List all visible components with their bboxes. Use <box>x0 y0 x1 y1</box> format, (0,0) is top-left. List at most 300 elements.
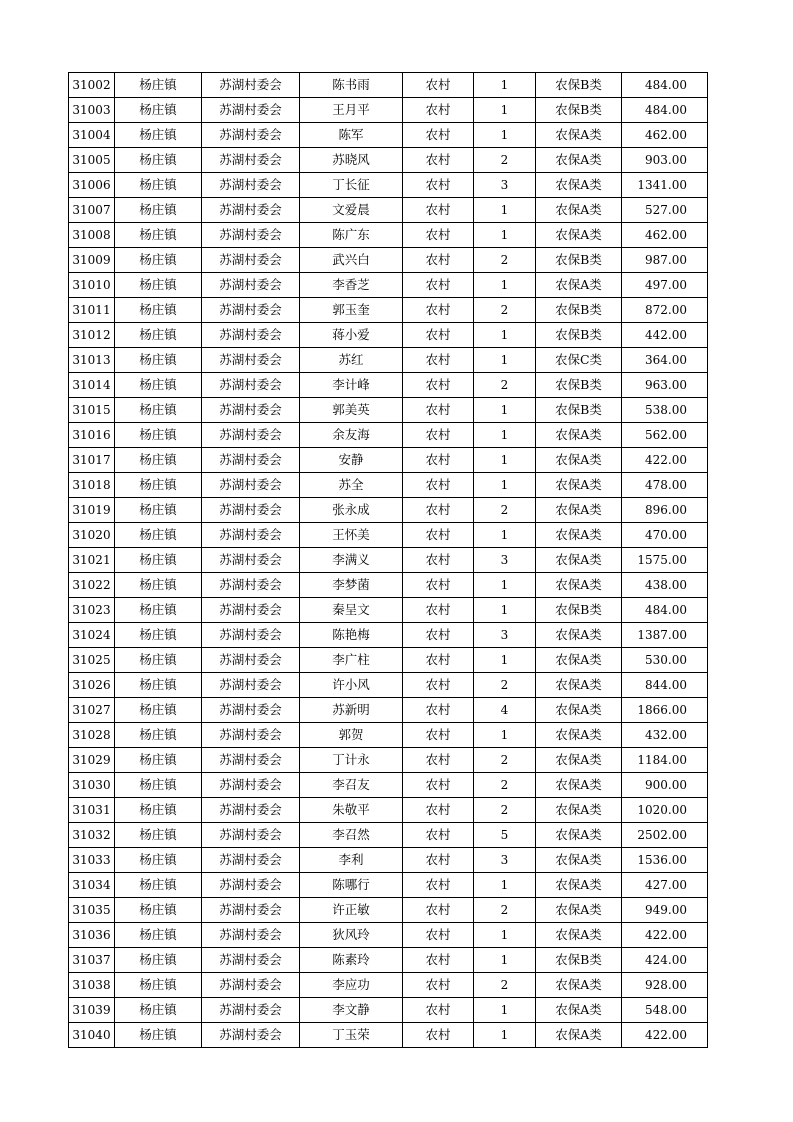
cell-count: 1 <box>474 448 536 473</box>
cell-name: 李利 <box>300 848 403 873</box>
cell-name: 丁长征 <box>300 173 403 198</box>
cell-village: 苏湖村委会 <box>202 448 300 473</box>
cell-count: 1 <box>474 598 536 623</box>
cell-category: 农保A类 <box>536 748 622 773</box>
cell-name: 安静 <box>300 448 403 473</box>
cell-name: 文爱晨 <box>300 198 403 223</box>
cell-amount: 462.00 <box>622 123 708 148</box>
cell-village: 苏湖村委会 <box>202 373 300 398</box>
cell-category: 农保A类 <box>536 773 622 798</box>
cell-village: 苏湖村委会 <box>202 723 300 748</box>
cell-village: 苏湖村委会 <box>202 598 300 623</box>
cell-id: 31016 <box>69 423 115 448</box>
cell-amount: 484.00 <box>622 98 708 123</box>
cell-count: 1 <box>474 323 536 348</box>
cell-type: 农村 <box>403 473 474 498</box>
table-row <box>69 848 708 873</box>
cell-count: 1 <box>474 923 536 948</box>
table-row <box>69 373 708 398</box>
cell-town: 杨庄镇 <box>115 73 202 98</box>
cell-type: 农村 <box>403 148 474 173</box>
cell-type: 农村 <box>403 348 474 373</box>
cell-type: 农村 <box>403 573 474 598</box>
cell-amount: 530.00 <box>622 648 708 673</box>
cell-amount: 364.00 <box>622 348 708 373</box>
cell-village: 苏湖村委会 <box>202 773 300 798</box>
cell-count: 1 <box>474 523 536 548</box>
cell-village: 苏湖村委会 <box>202 273 300 298</box>
cell-village: 苏湖村委会 <box>202 973 300 998</box>
table-row <box>69 73 708 98</box>
cell-type: 农村 <box>403 898 474 923</box>
cell-village: 苏湖村委会 <box>202 248 300 273</box>
cell-name: 苏全 <box>300 473 403 498</box>
cell-id: 31013 <box>69 348 115 373</box>
cell-id: 31024 <box>69 623 115 648</box>
cell-id: 31021 <box>69 548 115 573</box>
cell-category: 农保A类 <box>536 723 622 748</box>
cell-id: 31009 <box>69 248 115 273</box>
cell-id: 31027 <box>69 698 115 723</box>
cell-type: 农村 <box>403 98 474 123</box>
cell-count: 1 <box>474 998 536 1023</box>
cell-type: 农村 <box>403 623 474 648</box>
cell-town: 杨庄镇 <box>115 998 202 1023</box>
cell-amount: 987.00 <box>622 248 708 273</box>
cell-count: 1 <box>474 273 536 298</box>
cell-type: 农村 <box>403 423 474 448</box>
cell-category: 农保A类 <box>536 1023 622 1048</box>
cell-category: 农保A类 <box>536 473 622 498</box>
cell-type: 农村 <box>403 323 474 348</box>
table-row <box>69 898 708 923</box>
cell-name: 余友海 <box>300 423 403 448</box>
cell-town: 杨庄镇 <box>115 548 202 573</box>
table-row <box>69 273 708 298</box>
cell-town: 杨庄镇 <box>115 573 202 598</box>
cell-amount: 1184.00 <box>622 748 708 773</box>
cell-town: 杨庄镇 <box>115 398 202 423</box>
cell-village: 苏湖村委会 <box>202 573 300 598</box>
cell-village: 苏湖村委会 <box>202 98 300 123</box>
cell-type: 农村 <box>403 248 474 273</box>
cell-count: 2 <box>474 898 536 923</box>
cell-amount: 538.00 <box>622 398 708 423</box>
cell-id: 31010 <box>69 273 115 298</box>
cell-type: 农村 <box>403 198 474 223</box>
cell-id: 31025 <box>69 648 115 673</box>
cell-town: 杨庄镇 <box>115 98 202 123</box>
cell-id: 31035 <box>69 898 115 923</box>
cell-name: 李召友 <box>300 773 403 798</box>
cell-village: 苏湖村委会 <box>202 848 300 873</box>
cell-type: 农村 <box>403 173 474 198</box>
cell-id: 31015 <box>69 398 115 423</box>
cell-id: 31003 <box>69 98 115 123</box>
cell-town: 杨庄镇 <box>115 673 202 698</box>
cell-type: 农村 <box>403 773 474 798</box>
cell-count: 2 <box>474 298 536 323</box>
cell-town: 杨庄镇 <box>115 873 202 898</box>
cell-category: 农保A类 <box>536 923 622 948</box>
cell-category: 农保B类 <box>536 248 622 273</box>
cell-type: 农村 <box>403 273 474 298</box>
cell-amount: 1387.00 <box>622 623 708 648</box>
cell-id: 31022 <box>69 573 115 598</box>
cell-count: 1 <box>474 348 536 373</box>
cell-id: 31011 <box>69 298 115 323</box>
cell-village: 苏湖村委会 <box>202 223 300 248</box>
table-row <box>69 723 708 748</box>
cell-town: 杨庄镇 <box>115 248 202 273</box>
cell-name: 朱敬平 <box>300 798 403 823</box>
cell-id: 31030 <box>69 773 115 798</box>
cell-name: 秦呈文 <box>300 598 403 623</box>
table-body <box>69 73 708 1048</box>
table-row <box>69 98 708 123</box>
cell-amount: 478.00 <box>622 473 708 498</box>
cell-town: 杨庄镇 <box>115 523 202 548</box>
table-row <box>69 773 708 798</box>
cell-amount: 1575.00 <box>622 548 708 573</box>
cell-category: 农保B类 <box>536 98 622 123</box>
cell-town: 杨庄镇 <box>115 348 202 373</box>
cell-id: 31036 <box>69 923 115 948</box>
table-row <box>69 498 708 523</box>
cell-type: 农村 <box>403 448 474 473</box>
cell-name: 李应功 <box>300 973 403 998</box>
cell-village: 苏湖村委会 <box>202 823 300 848</box>
cell-name: 李计峰 <box>300 373 403 398</box>
table-row <box>69 448 708 473</box>
cell-town: 杨庄镇 <box>115 198 202 223</box>
cell-type: 农村 <box>403 973 474 998</box>
table-row <box>69 923 708 948</box>
cell-category: 农保A类 <box>536 698 622 723</box>
cell-count: 1 <box>474 73 536 98</box>
cell-town: 杨庄镇 <box>115 798 202 823</box>
cell-type: 农村 <box>403 723 474 748</box>
cell-id: 31002 <box>69 73 115 98</box>
cell-amount: 963.00 <box>622 373 708 398</box>
cell-type: 农村 <box>403 648 474 673</box>
cell-category: 农保A类 <box>536 998 622 1023</box>
table-row <box>69 523 708 548</box>
cell-count: 2 <box>474 798 536 823</box>
cell-amount: 949.00 <box>622 898 708 923</box>
cell-name: 蒋小爱 <box>300 323 403 348</box>
cell-town: 杨庄镇 <box>115 773 202 798</box>
cell-type: 农村 <box>403 223 474 248</box>
cell-type: 农村 <box>403 598 474 623</box>
table-row <box>69 223 708 248</box>
cell-id: 31038 <box>69 973 115 998</box>
cell-name: 许小风 <box>300 673 403 698</box>
cell-town: 杨庄镇 <box>115 923 202 948</box>
cell-name: 王月平 <box>300 98 403 123</box>
cell-name: 陈哪行 <box>300 873 403 898</box>
table-row <box>69 548 708 573</box>
table-row <box>69 348 708 373</box>
cell-category: 农保A类 <box>536 223 622 248</box>
cell-count: 1 <box>474 198 536 223</box>
cell-category: 农保A类 <box>536 673 622 698</box>
cell-count: 2 <box>474 373 536 398</box>
cell-name: 李文静 <box>300 998 403 1023</box>
cell-name: 王怀美 <box>300 523 403 548</box>
cell-count: 1 <box>474 423 536 448</box>
cell-count: 1 <box>474 223 536 248</box>
cell-category: 农保A类 <box>536 823 622 848</box>
cell-village: 苏湖村委会 <box>202 398 300 423</box>
cell-name: 李召然 <box>300 823 403 848</box>
cell-village: 苏湖村委会 <box>202 548 300 573</box>
cell-type: 农村 <box>403 748 474 773</box>
cell-town: 杨庄镇 <box>115 648 202 673</box>
cell-village: 苏湖村委会 <box>202 648 300 673</box>
cell-count: 1 <box>474 473 536 498</box>
cell-id: 31014 <box>69 373 115 398</box>
cell-amount: 896.00 <box>622 498 708 523</box>
cell-count: 2 <box>474 148 536 173</box>
cell-category: 农保B类 <box>536 323 622 348</box>
table-row <box>69 173 708 198</box>
cell-type: 农村 <box>403 698 474 723</box>
cell-town: 杨庄镇 <box>115 723 202 748</box>
cell-village: 苏湖村委会 <box>202 348 300 373</box>
cell-type: 农村 <box>403 848 474 873</box>
cell-category: 农保B类 <box>536 73 622 98</box>
cell-village: 苏湖村委会 <box>202 1023 300 1048</box>
cell-amount: 548.00 <box>622 998 708 1023</box>
cell-name: 郭贺 <box>300 723 403 748</box>
table-row <box>69 948 708 973</box>
cell-name: 丁计永 <box>300 748 403 773</box>
cell-name: 陈书雨 <box>300 73 403 98</box>
cell-id: 31037 <box>69 948 115 973</box>
cell-name: 郭美英 <box>300 398 403 423</box>
cell-count: 1 <box>474 573 536 598</box>
cell-count: 2 <box>474 248 536 273</box>
cell-village: 苏湖村委会 <box>202 123 300 148</box>
cell-id: 31034 <box>69 873 115 898</box>
cell-id: 31017 <box>69 448 115 473</box>
cell-amount: 1536.00 <box>622 848 708 873</box>
cell-village: 苏湖村委会 <box>202 798 300 823</box>
cell-village: 苏湖村委会 <box>202 498 300 523</box>
table-row <box>69 623 708 648</box>
cell-category: 农保A类 <box>536 623 622 648</box>
cell-amount: 427.00 <box>622 873 708 898</box>
cell-type: 农村 <box>403 123 474 148</box>
cell-category: 农保A类 <box>536 198 622 223</box>
cell-count: 1 <box>474 123 536 148</box>
cell-id: 31006 <box>69 173 115 198</box>
cell-amount: 844.00 <box>622 673 708 698</box>
cell-name: 武兴白 <box>300 248 403 273</box>
cell-id: 31040 <box>69 1023 115 1048</box>
cell-category: 农保B类 <box>536 373 622 398</box>
cell-count: 1 <box>474 873 536 898</box>
records-table <box>68 72 708 1048</box>
cell-category: 农保A类 <box>536 523 622 548</box>
cell-count: 1 <box>474 1023 536 1048</box>
cell-count: 1 <box>474 723 536 748</box>
cell-id: 31039 <box>69 998 115 1023</box>
cell-category: 农保A类 <box>536 123 622 148</box>
table-row <box>69 123 708 148</box>
cell-town: 杨庄镇 <box>115 123 202 148</box>
cell-type: 农村 <box>403 548 474 573</box>
cell-count: 1 <box>474 98 536 123</box>
cell-village: 苏湖村委会 <box>202 423 300 448</box>
cell-type: 农村 <box>403 798 474 823</box>
table-row <box>69 1023 708 1048</box>
cell-category: 农保A类 <box>536 798 622 823</box>
cell-town: 杨庄镇 <box>115 223 202 248</box>
cell-count: 4 <box>474 698 536 723</box>
cell-amount: 438.00 <box>622 573 708 598</box>
cell-name: 陈广东 <box>300 223 403 248</box>
table-row <box>69 423 708 448</box>
cell-amount: 1020.00 <box>622 798 708 823</box>
cell-category: 农保A类 <box>536 148 622 173</box>
cell-amount: 1341.00 <box>622 173 708 198</box>
cell-name: 李满义 <box>300 548 403 573</box>
cell-town: 杨庄镇 <box>115 323 202 348</box>
cell-category: 农保B类 <box>536 598 622 623</box>
cell-town: 杨庄镇 <box>115 373 202 398</box>
cell-id: 31033 <box>69 848 115 873</box>
cell-amount: 900.00 <box>622 773 708 798</box>
cell-count: 1 <box>474 648 536 673</box>
cell-category: 农保A类 <box>536 548 622 573</box>
cell-category: 农保B类 <box>536 948 622 973</box>
cell-id: 31026 <box>69 673 115 698</box>
cell-name: 苏新明 <box>300 698 403 723</box>
table-row <box>69 998 708 1023</box>
cell-id: 31020 <box>69 523 115 548</box>
cell-amount: 484.00 <box>622 73 708 98</box>
cell-village: 苏湖村委会 <box>202 673 300 698</box>
cell-count: 5 <box>474 823 536 848</box>
table-row <box>69 973 708 998</box>
table-row <box>69 473 708 498</box>
cell-amount: 432.00 <box>622 723 708 748</box>
cell-type: 农村 <box>403 948 474 973</box>
table-row <box>69 573 708 598</box>
table-row <box>69 823 708 848</box>
cell-village: 苏湖村委会 <box>202 523 300 548</box>
table-row <box>69 298 708 323</box>
cell-count: 2 <box>474 773 536 798</box>
cell-type: 农村 <box>403 998 474 1023</box>
cell-id: 31032 <box>69 823 115 848</box>
cell-category: 农保A类 <box>536 573 622 598</box>
cell-name: 李广柱 <box>300 648 403 673</box>
cell-type: 农村 <box>403 1023 474 1048</box>
cell-count: 2 <box>474 973 536 998</box>
cell-town: 杨庄镇 <box>115 948 202 973</box>
cell-category: 农保A类 <box>536 423 622 448</box>
cell-id: 31019 <box>69 498 115 523</box>
cell-id: 31008 <box>69 223 115 248</box>
cell-type: 农村 <box>403 673 474 698</box>
cell-id: 31029 <box>69 748 115 773</box>
cell-amount: 422.00 <box>622 448 708 473</box>
cell-type: 农村 <box>403 873 474 898</box>
cell-id: 31007 <box>69 198 115 223</box>
cell-town: 杨庄镇 <box>115 423 202 448</box>
cell-category: 农保A类 <box>536 848 622 873</box>
cell-category: 农保A类 <box>536 498 622 523</box>
table-row <box>69 248 708 273</box>
cell-town: 杨庄镇 <box>115 698 202 723</box>
cell-town: 杨庄镇 <box>115 473 202 498</box>
cell-amount: 442.00 <box>622 323 708 348</box>
cell-type: 农村 <box>403 298 474 323</box>
cell-village: 苏湖村委会 <box>202 298 300 323</box>
cell-village: 苏湖村委会 <box>202 173 300 198</box>
cell-village: 苏湖村委会 <box>202 698 300 723</box>
cell-category: 农保A类 <box>536 273 622 298</box>
cell-type: 农村 <box>403 498 474 523</box>
cell-count: 3 <box>474 173 536 198</box>
cell-name: 苏晓风 <box>300 148 403 173</box>
cell-type: 农村 <box>403 73 474 98</box>
cell-amount: 562.00 <box>622 423 708 448</box>
cell-amount: 462.00 <box>622 223 708 248</box>
cell-amount: 422.00 <box>622 1023 708 1048</box>
cell-town: 杨庄镇 <box>115 1023 202 1048</box>
table-row <box>69 698 708 723</box>
cell-id: 31018 <box>69 473 115 498</box>
cell-id: 31031 <box>69 798 115 823</box>
cell-count: 3 <box>474 623 536 648</box>
cell-town: 杨庄镇 <box>115 173 202 198</box>
cell-count: 1 <box>474 398 536 423</box>
cell-village: 苏湖村委会 <box>202 923 300 948</box>
cell-amount: 2502.00 <box>622 823 708 848</box>
cell-amount: 928.00 <box>622 973 708 998</box>
cell-id: 31005 <box>69 148 115 173</box>
cell-town: 杨庄镇 <box>115 273 202 298</box>
table-row <box>69 673 708 698</box>
cell-town: 杨庄镇 <box>115 973 202 998</box>
cell-town: 杨庄镇 <box>115 298 202 323</box>
cell-name: 张永成 <box>300 498 403 523</box>
cell-town: 杨庄镇 <box>115 448 202 473</box>
cell-name: 狄风玲 <box>300 923 403 948</box>
cell-category: 农保A类 <box>536 448 622 473</box>
table-row <box>69 798 708 823</box>
cell-category: 农保B类 <box>536 298 622 323</box>
cell-amount: 1866.00 <box>622 698 708 723</box>
cell-town: 杨庄镇 <box>115 498 202 523</box>
cell-amount: 470.00 <box>622 523 708 548</box>
cell-town: 杨庄镇 <box>115 748 202 773</box>
table-row <box>69 148 708 173</box>
cell-amount: 903.00 <box>622 148 708 173</box>
table-row <box>69 873 708 898</box>
cell-village: 苏湖村委会 <box>202 148 300 173</box>
cell-type: 农村 <box>403 923 474 948</box>
cell-name: 郭玉奎 <box>300 298 403 323</box>
cell-name: 陈素玲 <box>300 948 403 973</box>
cell-category: 农保A类 <box>536 973 622 998</box>
cell-village: 苏湖村委会 <box>202 73 300 98</box>
cell-category: 农保C类 <box>536 348 622 373</box>
